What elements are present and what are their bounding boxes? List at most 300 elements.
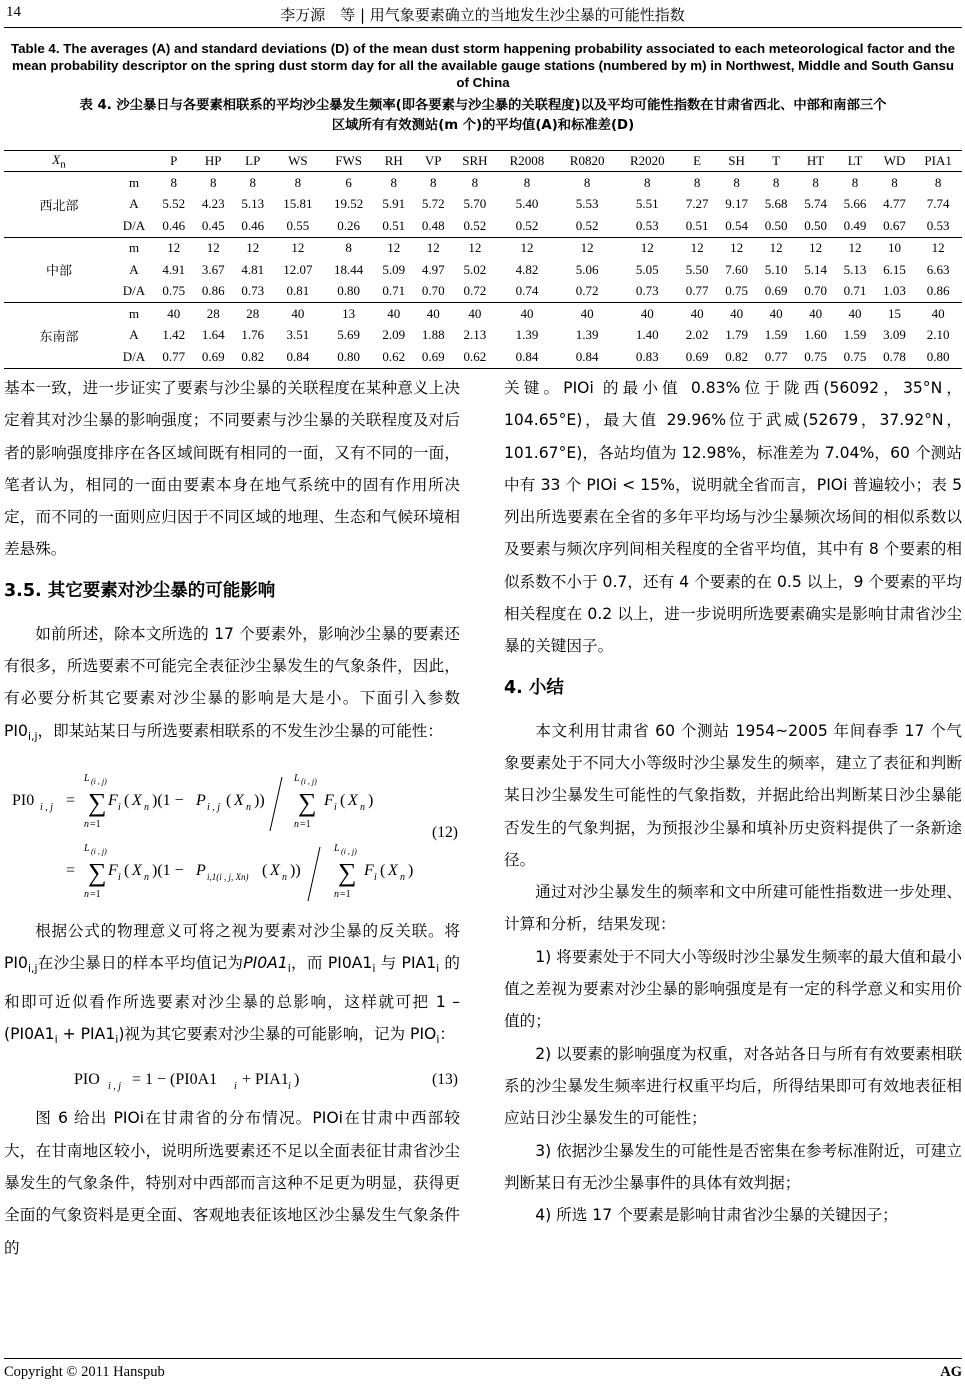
- region-cell: [4, 172, 114, 194]
- table-cell: 1.59: [764, 327, 788, 343]
- table-cell: 0.80: [323, 346, 374, 368]
- table-cell: 3.51: [286, 327, 310, 343]
- table-cell: 8: [891, 174, 898, 190]
- table-row: [4, 237, 962, 259]
- table-cell: 6.15: [883, 261, 906, 277]
- table-cell: 5.68: [764, 196, 788, 212]
- svg-text:n: n: [334, 889, 339, 901]
- table-cell: 0.80: [914, 346, 962, 368]
- svg-text:∑: ∑: [88, 858, 107, 888]
- table-cell: 4.97: [421, 261, 445, 277]
- table-cell: 4.82: [515, 261, 539, 277]
- table-cell: 0.75: [154, 281, 193, 303]
- table-cell: 0.83: [617, 346, 677, 368]
- table-cell: 6.63: [926, 261, 950, 277]
- svg-text:(: (: [340, 792, 346, 810]
- equation-12: [4, 757, 460, 907]
- table-cell: 0.54: [717, 215, 756, 237]
- svg-text:=1: =1: [300, 819, 311, 831]
- region-cell: [4, 281, 114, 303]
- row-label: D/A: [114, 215, 154, 237]
- svg-text:n: n: [84, 819, 89, 831]
- svg-text:(i , j): (i , j): [301, 777, 317, 787]
- row-label: D/A: [114, 281, 154, 303]
- table-cell: 8: [249, 174, 256, 190]
- table-cell: 0.70: [413, 281, 452, 303]
- table-cell: 0.73: [233, 281, 272, 303]
- svg-text:i: i: [288, 1081, 291, 1093]
- svg-text:X: X: [348, 792, 358, 810]
- row-label: A: [129, 261, 139, 277]
- svg-text:)(1 −: )(1 −: [152, 792, 184, 810]
- svg-text:F: F: [108, 792, 118, 810]
- table-cell: 12: [246, 240, 260, 256]
- table-cell: 40: [769, 305, 783, 321]
- table-cell: 0.73: [617, 281, 677, 303]
- table-cell: 9.17: [725, 196, 748, 212]
- table-cell: 12: [730, 240, 744, 256]
- svg-text:i: i: [234, 1081, 237, 1093]
- svg-text:): ): [368, 792, 374, 810]
- column-header: FWS: [323, 151, 374, 172]
- page-number: 14: [6, 4, 21, 20]
- svg-text:n: n: [144, 872, 149, 884]
- table-cell: 0.82: [233, 346, 272, 368]
- page-header: [0, 4, 965, 26]
- header-rule: [4, 27, 962, 28]
- region-cell: [4, 346, 114, 368]
- table-cell: 40: [520, 305, 534, 321]
- svg-text:n: n: [144, 802, 149, 814]
- table-cell: 0.70: [796, 281, 835, 303]
- table-cell: 40: [580, 305, 594, 321]
- table-cell: 0.52: [453, 215, 497, 237]
- table-cell: 18.44: [333, 261, 364, 277]
- table-row: [4, 215, 962, 237]
- table-4: [4, 150, 962, 369]
- column-header: R0820: [557, 151, 617, 172]
- row-label: m: [128, 174, 140, 190]
- table-cell: 8: [812, 174, 819, 190]
- table-cell: 0.71: [374, 281, 413, 303]
- table-cell: 0.55: [272, 215, 323, 237]
- table-cell: 1.60: [804, 327, 827, 343]
- table-cell: 2.10: [926, 327, 950, 343]
- right-paragraph-3: 通过对沙尘暴发生的频率和文中所建可能性指数进一步处理、计算和分析，结果发现：: [504, 883, 962, 934]
- table-caption-zh-line2: 区域所有有效测站(m 个)的平均值(A)和标准差(D): [331, 118, 635, 133]
- column-header: PIA1: [914, 151, 962, 172]
- table-row: [4, 346, 962, 368]
- table-cell: 0.77: [154, 346, 193, 368]
- table-cell: 40: [468, 305, 482, 321]
- column-header: T: [756, 151, 795, 172]
- table-cell: 0.86: [193, 281, 232, 303]
- svg-text:L: L: [334, 843, 340, 855]
- table-cell: 12: [468, 240, 482, 256]
- table-cell: 8: [733, 174, 740, 190]
- section-heading-3-5: 3.5. 其它要素对沙尘暴的可能影响: [4, 580, 276, 601]
- table-cell: 0.78: [875, 346, 914, 368]
- row-label: m: [128, 305, 140, 321]
- table-cell: 40: [291, 305, 305, 321]
- region-cell: 东南部: [39, 329, 79, 345]
- table-cell: 0.82: [717, 346, 756, 368]
- table-cell: 19.52: [333, 196, 364, 212]
- table-cell: 5.51: [635, 196, 659, 212]
- table-cell: 0.80: [323, 281, 374, 303]
- table-cell: 1.76: [241, 327, 265, 343]
- left-column: [4, 372, 460, 1264]
- table-cell: 28: [206, 305, 220, 321]
- table-cell: 40: [931, 305, 945, 321]
- header-label-col: [114, 151, 154, 172]
- svg-text:=1: =1: [340, 889, 351, 901]
- svg-text:i , j: i , j: [207, 802, 221, 814]
- row-label: A: [129, 327, 139, 343]
- region-cell: 西北部: [39, 198, 79, 214]
- table-cell: 8: [429, 174, 437, 190]
- left-paragraph-3: 根据公式的物理意义可将之视为要素对沙尘暴的反关联。将$PI0_{i,j}$在沙尘暴日的样本平均值记为$PI0A1_i$，而 $PI0A1_i$ 与 $PIA1_i$ 的和即可近似看作所选要素对沙尘暴的总影响，这样就可把 $1 - (PI0A1_i + PIA1_i)$视为其它要素对沙尘暴的可能影响，记为 $PIO_i$：: [4, 922, 460, 1047]
- svg-text:)(1 −: )(1 −: [152, 862, 184, 880]
- table-cell: 0.50: [756, 215, 795, 237]
- table-cell: 1.79: [725, 327, 748, 343]
- table-cell: 12: [291, 240, 305, 256]
- table-cell: 2.13: [463, 327, 487, 343]
- table-cell: 12: [848, 240, 862, 256]
- right-paragraph-1: 关键。PIOi 的最小值 0.83%位于陇西(56092，35°N，104.65°E)，最大值 29.96%位于武威(52679，37.92°N，101.67°E)，各站均值为 12.98%，标准差为 7.04%，60 个测站中有 33 个 PIOi < 15%，说明就全省而言，PIOi 普遍较小；表 5 列出所选要素在全省的多年平均场与沙尘暴频次场间的相似系数以及要素与频次序列间相关程度的全省平均值，其中有 8 个要素的相似系数不小于 0.7，还有 4 个要素的在 0.5 以上，9 个要素的平均相关程度在 0.2 以上，进一步说明所选要素确实是影响甘肃省沙尘暴的关键因子。: [504, 379, 962, 656]
- table-cell: 0.52: [557, 215, 617, 237]
- svg-text:): ): [408, 862, 414, 880]
- svg-text:)): )): [290, 862, 301, 880]
- table-cell: 12: [206, 240, 220, 256]
- table-cell: 0.46: [154, 215, 193, 237]
- table-cell: 2.09: [382, 327, 406, 343]
- left-paragraph-4: 图 6 给出 PIOi在甘肃省的分布情况。PIOi在甘肃中西部较大，在甘南地区较小，说明所选要素还不足以全面表征甘肃省沙尘暴发生的气象条件，特别对中西部而言这种不足更为明显，获得更全面的气象资料是更全面、客观地表征该地区沙尘暴发生气象条件的: [4, 1109, 460, 1257]
- table-cell: 5.14: [804, 261, 827, 277]
- svg-text:= 1 − (PI0A1: = 1 − (PI0A1: [132, 1071, 218, 1089]
- table-cell: 12: [931, 240, 945, 256]
- table-cell: 1.64: [201, 327, 225, 343]
- table-cell: 12: [387, 240, 401, 256]
- table-cell: 0.69: [193, 346, 232, 368]
- svg-text:n: n: [294, 819, 299, 831]
- table-caption-en: Table 4. The averages (A) and standard deviations (D) of the mean dust storm happening probability associated to each meteorological factor and the mean probability descriptor on the spring dust storm day for all the available gauge stations (numbered by m) in Northwest, Middle and South Gansu of China: [10, 41, 955, 90]
- svg-text:F: F: [364, 862, 374, 880]
- table-cell: 8: [693, 174, 701, 190]
- table-cell: 8: [209, 174, 217, 190]
- table-cell: 5.52: [162, 196, 186, 212]
- table-cell: 5.13: [241, 196, 265, 212]
- right-column: [504, 372, 962, 1231]
- table-cell: 40: [730, 305, 744, 321]
- table-cell: 0.86: [914, 281, 962, 303]
- region-cell: [4, 303, 114, 325]
- table-cell: 0.84: [272, 346, 323, 368]
- equation-13-number: (13): [432, 1071, 458, 1089]
- svg-text:L: L: [84, 773, 90, 785]
- table-cell: 0.75: [835, 346, 874, 368]
- table-cell: 1.40: [635, 327, 659, 343]
- table-cell: 40: [640, 305, 654, 321]
- table-row: [4, 194, 962, 216]
- table-cell: 4.23: [201, 196, 225, 212]
- row-label: m: [128, 240, 140, 256]
- table-cell: 0.67: [875, 215, 914, 237]
- table-cell: 28: [246, 305, 260, 321]
- table-cell: 0.84: [497, 346, 557, 368]
- table-row: [4, 303, 962, 325]
- table-row: [4, 259, 962, 281]
- table-cell: 0.50: [796, 215, 835, 237]
- table-cell: 7.60: [725, 261, 748, 277]
- table-cell: 4.77: [883, 196, 906, 212]
- column-header: R2008: [497, 151, 557, 172]
- table-cell: 40: [387, 305, 401, 321]
- svg-text:i,1(i , j, Xn): i,1(i , j, Xn): [207, 872, 249, 883]
- table-cell: 0.53: [617, 215, 677, 237]
- column-header: VP: [413, 151, 452, 172]
- table-cell: 8: [294, 174, 302, 190]
- equation-13: [4, 1056, 460, 1102]
- table-row: [4, 325, 962, 347]
- table-cell: 40: [167, 305, 181, 321]
- table-cell: 7.74: [926, 196, 950, 212]
- svg-text:n: n: [84, 889, 89, 901]
- table-cell: 0.51: [677, 215, 716, 237]
- table-cell: 0.72: [557, 281, 617, 303]
- table-cell: 3.67: [201, 261, 225, 277]
- table-cell: 7.27: [685, 196, 709, 212]
- copyright: Copyright © 2011 Hanspub: [4, 1364, 165, 1380]
- column-header: HP: [193, 151, 232, 172]
- table-cell: 5.66: [843, 196, 867, 212]
- region-cell: [4, 215, 114, 237]
- table-cell: 12: [809, 240, 823, 256]
- table-cell: 15.81: [283, 196, 313, 212]
- table-cell: 8: [934, 174, 942, 190]
- row-label: D/A: [114, 346, 154, 368]
- conclusion-item-1: 1) 将要素处于不同大小等级时沙尘暴发生频率的最大值和最小值之差视为要素对沙尘暴的影响强度是有一定的科学意义和实用价值的；: [504, 947, 962, 1031]
- conclusion-item-2: 2) 以要素的影响强度为权重，对各站各日与所有有效要素相联系的沙尘暴发生频率进行权重平均后，所得结果即可有效地表征相应站日沙尘暴发生的可能性；: [504, 1044, 962, 1128]
- table-cell: 8: [644, 174, 651, 190]
- table-cell: 0.49: [835, 215, 874, 237]
- table-cell: 12: [167, 240, 181, 256]
- table-cell: 0.62: [453, 346, 497, 368]
- svg-text:(: (: [124, 862, 130, 880]
- table-cell: 5.09: [382, 261, 406, 277]
- left-paragraph-2: 如前所述，除本文所选的 17 个要素外，影响沙尘暴的要素还有很多，所选要素不可能完全表征沙尘暴发生的气象条件，因此，有必要分析其它要素对沙尘暴的影响是大是小。下面引入参数 $PI0_{i,j}$，即某站某日与所选要素相联系的不发生沙尘暴的可能性：: [4, 624, 460, 743]
- svg-text:P: P: [196, 792, 206, 810]
- column-header: LP: [233, 151, 272, 172]
- svg-text:i , j: i , j: [40, 802, 54, 814]
- svg-text:PI0: PI0: [12, 792, 35, 810]
- svg-text:(: (: [124, 792, 130, 810]
- table-cell: 13: [342, 305, 356, 321]
- column-header: R2020: [617, 151, 677, 172]
- table-cell: 5.72: [421, 196, 445, 212]
- region-cell: 中部: [45, 264, 72, 280]
- table-cell: 0.69: [756, 281, 795, 303]
- table-cell: 5.05: [635, 261, 659, 277]
- table-cell: 5.70: [463, 196, 487, 212]
- equation-12-number: (12): [432, 824, 458, 842]
- svg-text:n: n: [360, 802, 365, 814]
- svg-text:∑: ∑: [88, 788, 107, 818]
- table-cell: 8: [583, 174, 591, 190]
- table-cell: 5.13: [843, 261, 867, 277]
- table-cell: 8: [772, 174, 780, 190]
- svg-text:i , j: i , j: [108, 1081, 122, 1093]
- table-cell: 0.53: [914, 215, 962, 237]
- table-cell: 1.88: [421, 327, 445, 343]
- svg-text:): ): [294, 1071, 300, 1089]
- table-cell: 1.39: [575, 327, 599, 343]
- table-cell: 5.40: [515, 196, 539, 212]
- table-cell: 0.74: [497, 281, 557, 303]
- right-paragraph-2: 本文利用甘肃省 60 个测站 1954~2005 年间春季 17 个气象要素处于不同大小等级时沙尘暴发生的频率，建立了表征和判断某日沙尘暴发生可能性的气象指数，并据此给出判断某日沙尘暴能否发生的气象判据，为预报沙尘暴和填补历史资料提供了一条新途径。: [504, 721, 962, 869]
- left-paragraph-1: 基本一致，进一步证实了要素与沙尘暴的关联程度在某种意义上决定着其对沙尘暴的影响强度；不同要素与沙尘暴的关联程度及对后者的影响强度排序在各区域间既有相同的一面，又有不同的一面，笔者认为，相同的一面由要素本身在地气系统中的固有作用所决定，而不同的一面则应归因于不同区域的地理、生态和气候环境相差悬殊。: [4, 379, 460, 559]
- svg-text:∑: ∑: [298, 788, 317, 818]
- table-cell: 4.91: [162, 261, 186, 277]
- table-cell: 0.75: [796, 346, 835, 368]
- svg-text:=1: =1: [90, 889, 101, 901]
- table-row: [4, 172, 962, 194]
- region-cell: [4, 237, 114, 259]
- svg-text:X: X: [132, 862, 142, 880]
- table-cell: 12: [520, 240, 534, 256]
- table-cell: 0.51: [374, 215, 413, 237]
- table-cell: 8: [345, 240, 352, 256]
- table-cell: 10: [888, 240, 902, 256]
- table-cell: 12: [640, 240, 654, 256]
- table-header-row: [4, 151, 962, 172]
- column-header: LT: [835, 151, 874, 172]
- svg-text:L: L: [294, 773, 300, 785]
- table-cell: 12: [769, 240, 783, 256]
- table-cell: 5.53: [575, 196, 599, 212]
- svg-text:PIO: PIO: [74, 1071, 100, 1089]
- section-heading-4: 4. 小结: [504, 677, 564, 698]
- row-label: A: [129, 196, 139, 212]
- svg-text:=: =: [66, 862, 76, 880]
- table-cell: 5.50: [685, 261, 709, 277]
- table-row: [4, 281, 962, 303]
- svg-text:(i , j): (i , j): [341, 847, 357, 857]
- table-cell: 40: [848, 305, 862, 321]
- table-cell: 12: [580, 240, 594, 256]
- footer-rule: [4, 1358, 962, 1359]
- table-cell: 15: [888, 305, 902, 321]
- table-cell: 0.71: [835, 281, 874, 303]
- table-caption-zh: [4, 96, 962, 136]
- table-cell: 0.69: [413, 346, 452, 368]
- table-cell: 12: [426, 240, 440, 256]
- column-header: WS: [272, 151, 323, 172]
- table-cell: 4.81: [241, 261, 265, 277]
- column-header: SH: [717, 151, 756, 172]
- table-cell: 0.48: [413, 215, 452, 237]
- svg-text:L: L: [84, 843, 90, 855]
- table-cell: 8: [390, 174, 397, 190]
- table-cell: 0.52: [497, 215, 557, 237]
- svg-text:)): )): [254, 792, 265, 810]
- svg-text:X: X: [270, 862, 280, 880]
- svg-text:n: n: [282, 872, 287, 884]
- table-cell: 8: [523, 174, 531, 190]
- header-xn: $X_n$: [4, 151, 114, 172]
- table-cell: 5.91: [382, 196, 406, 212]
- table-cell: 40: [426, 305, 440, 321]
- table-cell: 0.26: [323, 215, 374, 237]
- table-cell: 40: [809, 305, 823, 321]
- table-cell: 5.06: [575, 261, 599, 277]
- table-cell: 5.69: [337, 327, 360, 343]
- table-cell: 8: [471, 174, 479, 190]
- table-cell: 8: [851, 174, 859, 190]
- page-footer: [4, 1364, 962, 1381]
- svg-text:F: F: [324, 792, 334, 810]
- svg-text:(: (: [226, 792, 232, 810]
- table-cell: 1.42: [162, 327, 186, 343]
- table-cell: 0.62: [374, 346, 413, 368]
- column-header: P: [154, 151, 193, 172]
- table-cell: 5.10: [764, 261, 788, 277]
- running-title: 李万源 等 | 用气象要素确立的当地发生沙尘暴的可能性指数: [280, 6, 685, 24]
- svg-text:(: (: [380, 862, 386, 880]
- table-cell: 0.77: [756, 346, 795, 368]
- table-caption-zh-line1: 表 4. 沙尘暴日与各要素相联系的平均沙尘暴发生频率(即各要素与沙尘暴的关联程度)以及平均可能性指数在甘肃省西北、中部和南部三个: [79, 98, 887, 113]
- journal-abbrev: AG: [940, 1364, 962, 1380]
- table-cell: 0.77: [677, 281, 716, 303]
- table-cell: 12: [690, 240, 704, 256]
- svg-text:(: (: [262, 862, 268, 880]
- conclusion-item-4: 4) 所选 17 个要素是影响甘肃省沙尘暴的关键因子；: [535, 1206, 898, 1225]
- table-cell: 8: [170, 174, 177, 190]
- column-header: SRH: [453, 151, 497, 172]
- svg-text:i: i: [374, 872, 377, 884]
- svg-text:i: i: [334, 802, 337, 814]
- table-cell: 5.02: [463, 261, 487, 277]
- table-cell: 0.75: [717, 281, 756, 303]
- svg-text:i: i: [118, 872, 121, 884]
- table-cell: 0.45: [193, 215, 232, 237]
- table-cell: 1.03: [875, 281, 914, 303]
- column-header: WD: [875, 151, 914, 172]
- column-header: HT: [796, 151, 835, 172]
- conclusion-item-3: 3) 依据沙尘暴发生的可能性是否密集在参考标准附近，可建立判断某日有无沙尘暴事件的具体有效判据；: [504, 1141, 962, 1192]
- table-cell: 12.07: [283, 261, 313, 277]
- svg-text:n: n: [400, 872, 405, 884]
- column-header: RH: [374, 151, 413, 172]
- svg-text:P: P: [196, 862, 206, 880]
- svg-text:n: n: [246, 802, 251, 814]
- svg-text:=1: =1: [90, 819, 101, 831]
- table-cell: 5.74: [804, 196, 827, 212]
- table-cell: 2.02: [685, 327, 709, 343]
- table-cell: 0.69: [677, 346, 716, 368]
- table-cell: 0.81: [272, 281, 323, 303]
- table-cell: 0.72: [453, 281, 497, 303]
- table-cell: 0.46: [233, 215, 272, 237]
- svg-text:+ PIA1: + PIA1: [242, 1071, 289, 1089]
- table-cell: 3.09: [883, 327, 906, 343]
- table-cell: 6: [345, 174, 352, 190]
- svg-text:i: i: [118, 802, 121, 814]
- svg-text:(i , j): (i , j): [91, 777, 107, 787]
- svg-text:(i , j): (i , j): [91, 847, 107, 857]
- svg-text:F: F: [108, 862, 118, 880]
- table-cell: 1.39: [515, 327, 539, 343]
